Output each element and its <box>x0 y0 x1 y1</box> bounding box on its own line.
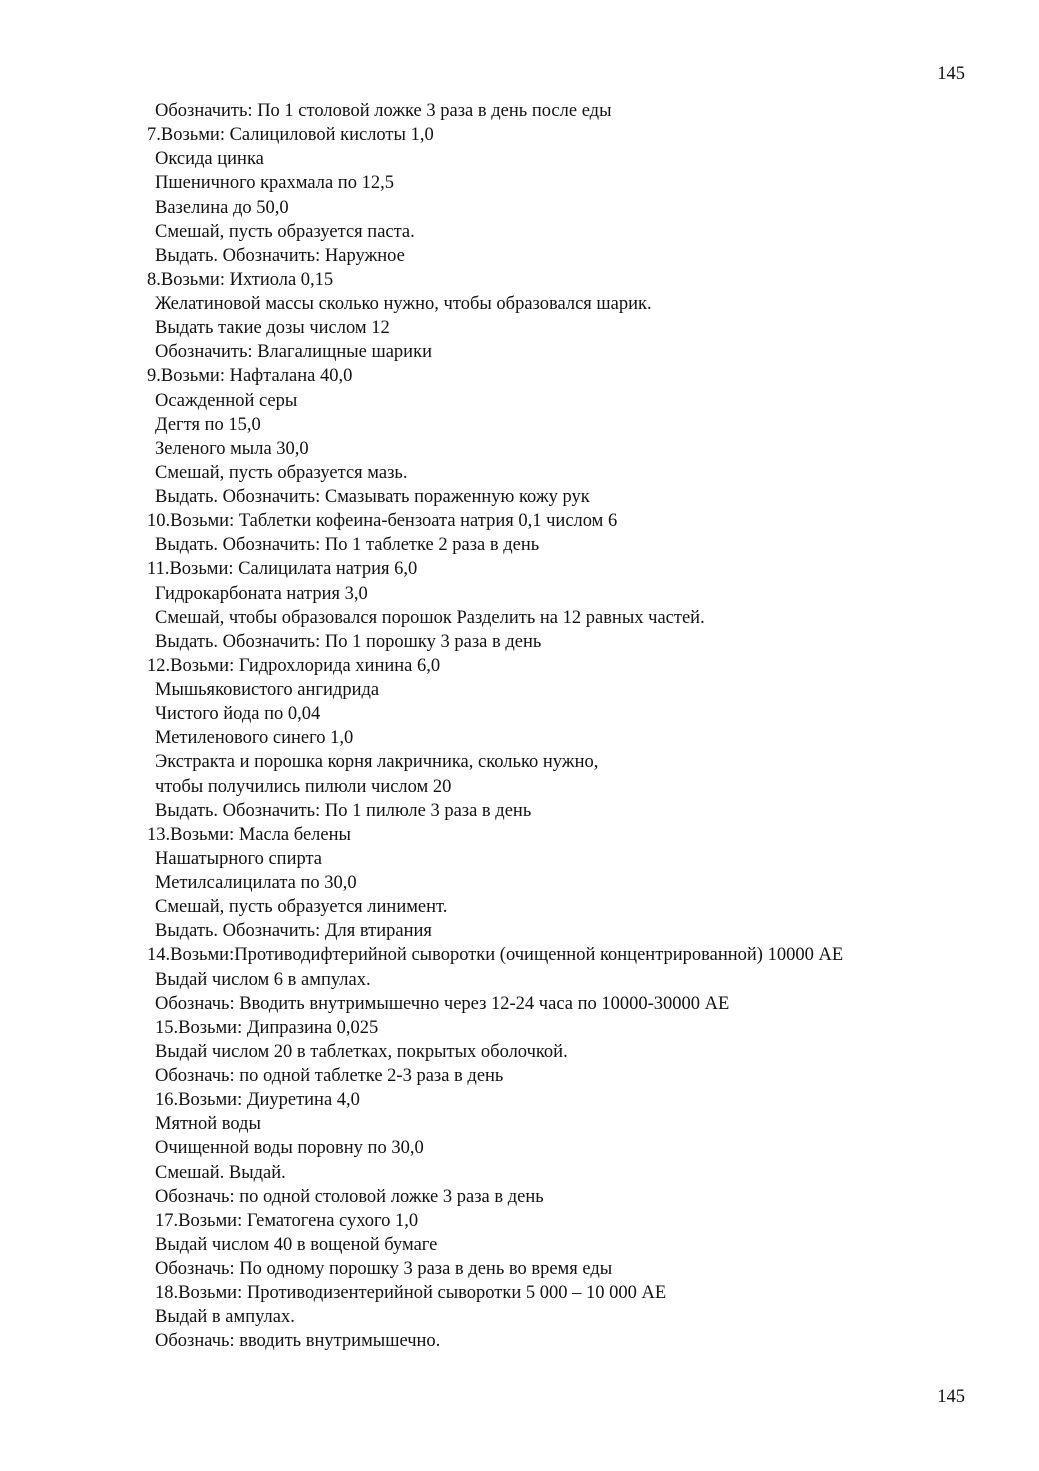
text-line: Выдать. Обозначить: Смазывать пораженную кожу рук <box>155 487 590 507</box>
text-line: Пшеничного крахмала по 12,5 <box>155 173 394 194</box>
text-line: Желатиновой массы сколько нужно, чтобы образовался шарик. <box>155 294 652 314</box>
text-line: 18.Возьми: Противодизентерийной сыворотки 5 000 – 10 000 АЕ <box>155 1283 667 1304</box>
text-line: 15.Возьми: Дипразина 0,025 <box>155 1017 379 1038</box>
text-line: Оксида цинка <box>155 149 264 170</box>
text-line: Вазелина до 50,0 <box>155 197 289 218</box>
text-line: Экстракта и порошка корня лакричника, сколько нужно, <box>155 752 599 773</box>
text-line: Выдай в ампулах. <box>155 1307 295 1328</box>
text-line: Обозначь: вводить внутримышечно. <box>155 1331 441 1352</box>
text-line: 8.Возьми: Ихтиола 0,15 <box>147 269 334 290</box>
text-line: Выдай числом 40 в вощеной бумаге <box>155 1234 438 1255</box>
text-line: Метиленового синего 1,0 <box>155 728 354 749</box>
text-line: Дегтя по 15,0 <box>155 414 261 435</box>
text-line: 17.Возьми: Гематогена сухого 1,0 <box>155 1210 419 1231</box>
text-line: Обозначь: По одному порошку 3 раза в день во время еды <box>155 1259 613 1279</box>
text-line: Смешай, пусть образуется линимент. <box>155 897 448 918</box>
text-line: 9.Возьми: Нафталана 40,0 <box>147 366 353 387</box>
text-line: 13.Возьми: Масла белены <box>147 824 351 845</box>
text-line: 14.Возьми:Противодифтерийной сыворотки (очищенной концентрированной) 10000 АЕ <box>147 945 844 966</box>
text-line: Выдай числом 6 в ампулах. <box>155 969 371 990</box>
text-line: Обозначь: по одной столовой ложке 3 раза в день <box>155 1186 544 1207</box>
text-line: Смешай, пусть образуется паста. <box>155 221 415 242</box>
page-number-bottom: 145 <box>937 1387 965 1407</box>
text-line: Выдать. Обозначить: По 1 порошку 3 раза в день <box>155 631 542 652</box>
text-line: Обозначь: Вводить внутримышечно через 12-24 часа по 10000-30000 АЕ <box>155 993 730 1014</box>
page-number-top: 145 <box>937 64 965 84</box>
text-line: 7.Возьми: Салициловой кислоты 1,0 <box>147 125 434 146</box>
text-line: Выдай числом 20 в таблетках, покрытых оболочкой. <box>155 1041 568 1062</box>
text-line: Мятной воды <box>155 1114 261 1135</box>
text-line: Смешай, пусть образуется мазь. <box>155 462 408 483</box>
text-line: 12.Возьми: Гидрохлорида хинина 6,0 <box>147 655 441 676</box>
prescription-text-body <box>0 99 1039 1354</box>
text-line: Обозначить: Влагалищные шарики <box>155 342 432 363</box>
text-line: Зеленого мыла 30,0 <box>155 438 309 459</box>
text-line: Мышьяковистого ангидрида <box>155 680 380 700</box>
text-line: Осажденной серы <box>155 390 298 411</box>
text-line: Выдать. Обозначить: Для втирания <box>155 921 432 942</box>
text-line: Гидрокарбоната натрия 3,0 <box>155 583 368 604</box>
text-line: Метилсалицилата по 30,0 <box>155 873 357 893</box>
text-line: Чистого йода по 0,04 <box>155 704 321 725</box>
text-line: Выдать такие дозы числом 12 <box>155 318 390 339</box>
text-line: Обозначь: по одной таблетке 2-3 раза в день <box>155 1066 504 1086</box>
text-line: 11.Возьми: Салицилата натрия 6,0 <box>147 559 418 580</box>
text-line: Нашатырного спирта <box>155 848 323 869</box>
text-line: Смешай, чтобы образовался порошок Разделить на 12 равных частей. <box>155 607 705 628</box>
text-line: Очищенной воды поровну по 30,0 <box>155 1138 424 1159</box>
text-line: Смешай. Выдай. <box>155 1162 286 1183</box>
text-line: Выдать. Обозначить: Наружное <box>155 245 405 266</box>
text-line: Выдать. Обозначить: По 1 пилюле 3 раза в день <box>155 800 532 821</box>
text-line: Обозначить: По 1 столовой ложке 3 раза в день после еды <box>155 101 612 121</box>
text-line: Выдать. Обозначить: По 1 таблетке 2 раза в день <box>155 535 540 556</box>
text-line: 16.Возьми: Диуретина 4,0 <box>155 1090 360 1111</box>
text-line: 10.Возьми: Таблетки кофеина-бензоата натрия 0,1 числом 6 <box>147 511 618 532</box>
text-line: чтобы получились пилюли числом 20 <box>155 776 452 797</box>
